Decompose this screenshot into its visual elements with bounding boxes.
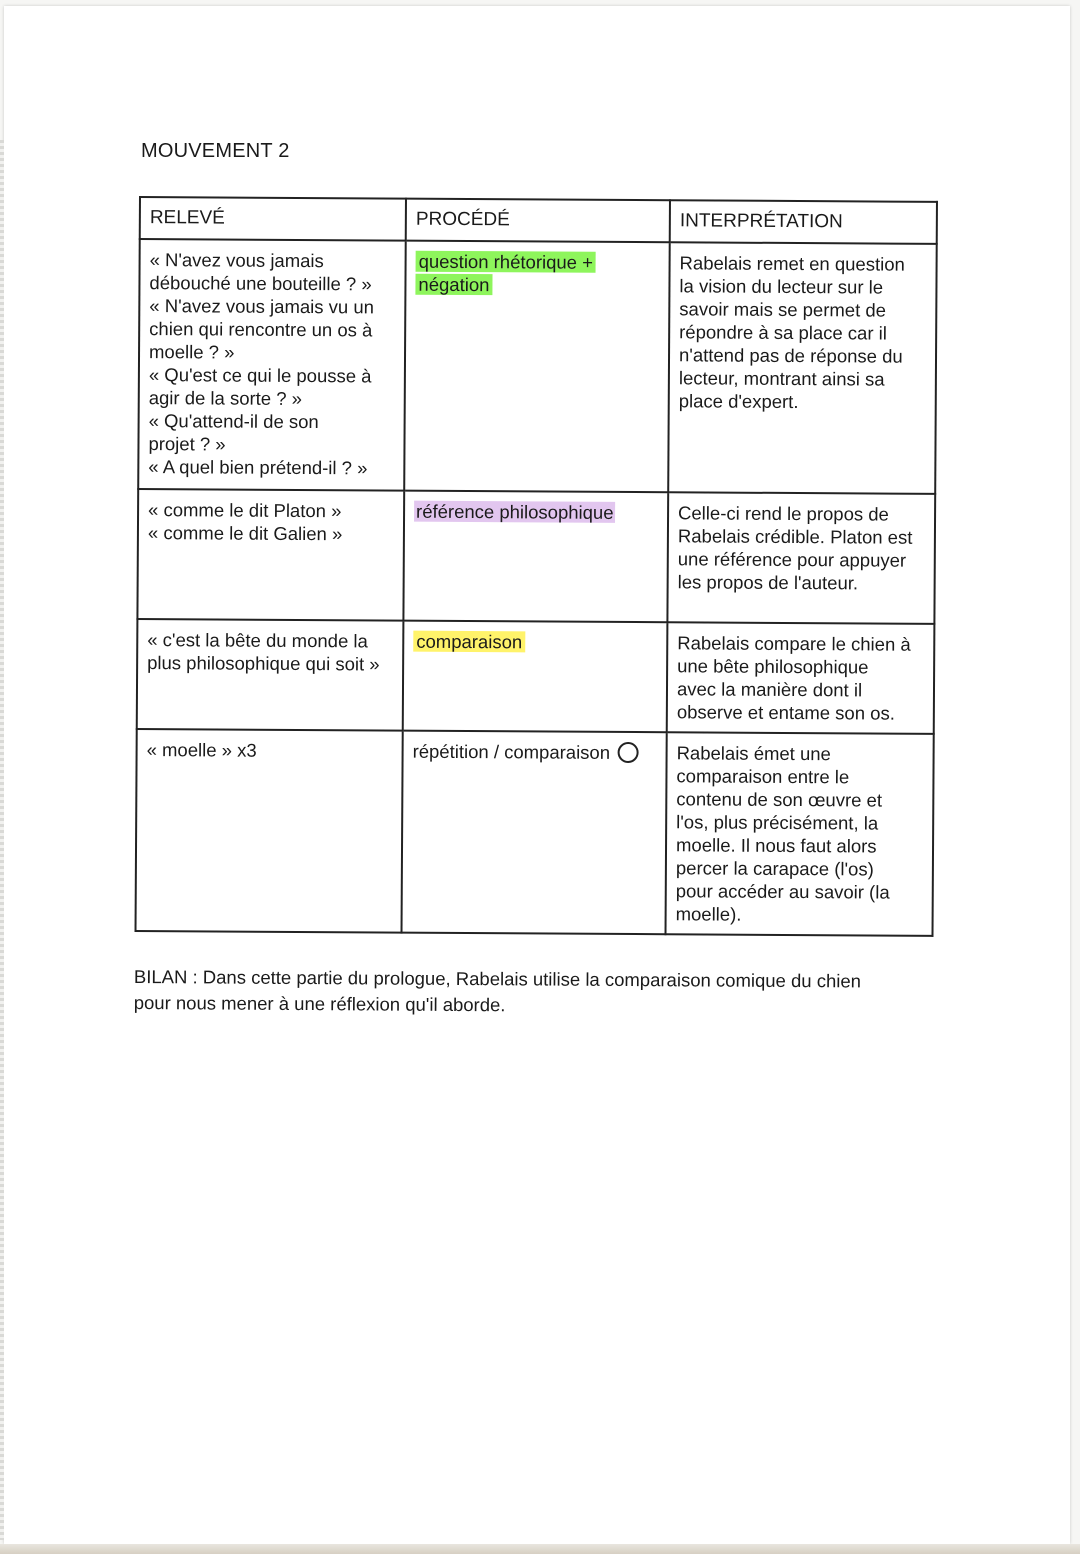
interpretation-line: l'os, plus précisément, la xyxy=(676,811,879,834)
quote-line: débouché une bouteille ? » xyxy=(149,272,372,295)
interpretation-line: répondre à sa place car il xyxy=(679,321,887,344)
releve-cell xyxy=(138,239,406,491)
table-row xyxy=(137,619,935,734)
interpretation-line: comparaison entre le xyxy=(676,765,850,788)
interpretation-line: moelle. Il nous faut alors xyxy=(675,834,877,857)
interpretation-line: Rabelais compare le chien à xyxy=(677,632,911,655)
quote-line: agir de la sorte ? » xyxy=(148,387,303,409)
interpretation-line: observe et entame son os. xyxy=(676,701,895,724)
procede-cell xyxy=(403,621,668,733)
quote-line: projet ? » xyxy=(148,433,226,455)
quote-line: « Qu'est ce qui le pousse à xyxy=(148,364,372,387)
circle-icon xyxy=(618,742,639,763)
releve-cell xyxy=(136,729,403,933)
header-interpretation: INTERPRÉTATION xyxy=(670,200,937,244)
interpretation-line: lecteur, montrant ainsi sa xyxy=(678,367,885,390)
releve-cell xyxy=(137,489,404,621)
quote-line: « N'avez vous jamais vu un xyxy=(149,295,375,318)
quote-line: « comme le dit Galien » xyxy=(147,522,343,545)
table-header-row xyxy=(140,197,937,244)
interpretation-line: les propos de l'auteur. xyxy=(677,571,859,594)
highlight-green xyxy=(415,251,596,295)
quote-line: plus philosophique qui soit » xyxy=(147,652,380,675)
procede-cell xyxy=(403,491,668,623)
quote-line: « moelle » x3 xyxy=(146,739,257,761)
table-row xyxy=(138,239,937,494)
quote-line: chien qui rencontre un os à xyxy=(149,318,373,341)
releve-cell xyxy=(137,619,404,731)
interpretation-line: avec la manière dont il xyxy=(676,678,863,701)
interpretation-line: n'attend pas de réponse du xyxy=(678,344,903,367)
quote-line: « Qu'attend-il de son xyxy=(148,410,319,433)
quote-line: « N'avez vous jamais xyxy=(149,249,324,272)
section-title: MOUVEMENT 2 xyxy=(141,140,290,162)
highlight-yellow: comparaison xyxy=(413,631,525,653)
interpretation-line: une bête philosophique xyxy=(677,655,869,678)
interpretation-cell xyxy=(668,242,937,494)
interpretation-line: moelle). xyxy=(675,903,742,925)
table-row xyxy=(136,729,934,936)
interpretation-line: contenu de son œuvre et xyxy=(676,788,883,811)
bilan-line: pour nous mener à une réflexion qu'il aborde. xyxy=(133,991,506,1016)
header-procede: PROCÉDÉ xyxy=(406,199,670,243)
binder-edge xyxy=(0,140,4,1540)
interpretation-line: la vision du lecteur sur le xyxy=(679,275,884,298)
procede-text: question rhétorique + xyxy=(418,250,594,273)
interpretation-line: Celle-ci rend le propos de xyxy=(678,502,889,525)
interpretation-line: une référence pour appuyer xyxy=(677,548,907,571)
interpretation-line: place d'expert. xyxy=(678,390,799,413)
bilan-line: BILAN : Dans cette partie du prologue, Rabelais utilise la comparaison comique du chien xyxy=(133,965,862,992)
quote-line: « comme le dit Platon » xyxy=(148,499,342,522)
desk-surface xyxy=(0,1544,1080,1554)
quote-line: moelle ? » xyxy=(148,341,235,363)
interpretation-line: pour accéder au savoir (la xyxy=(675,880,890,903)
header-releve: RELEVÉ xyxy=(140,197,406,241)
procede-cell xyxy=(402,731,667,935)
procede-text: négation xyxy=(418,273,490,296)
analysis-table xyxy=(135,196,938,937)
procede-text: répétition / comparaison xyxy=(412,740,611,763)
interpretation-cell xyxy=(666,732,934,936)
interpretation-line: Rabelais crédible. Platon est xyxy=(677,525,913,548)
quote-line: « A quel bien prétend-il ? » xyxy=(148,456,368,479)
interpretation-line: Rabelais émet une xyxy=(676,742,831,765)
interpretation-line: Rabelais remet en question xyxy=(679,252,905,275)
quote-line: « c'est la bête du monde la xyxy=(147,629,368,652)
interpretation-line: savoir mais se permet de xyxy=(679,298,887,321)
interpretation-cell xyxy=(667,622,935,734)
procede-cell xyxy=(404,241,670,493)
interpretation-line: percer la carapace (l'os) xyxy=(675,857,874,880)
highlight-purple: référence philosophique xyxy=(416,500,614,523)
interpretation-cell xyxy=(667,492,935,624)
table-row xyxy=(137,489,935,624)
bilan-paragraph xyxy=(134,964,924,1021)
